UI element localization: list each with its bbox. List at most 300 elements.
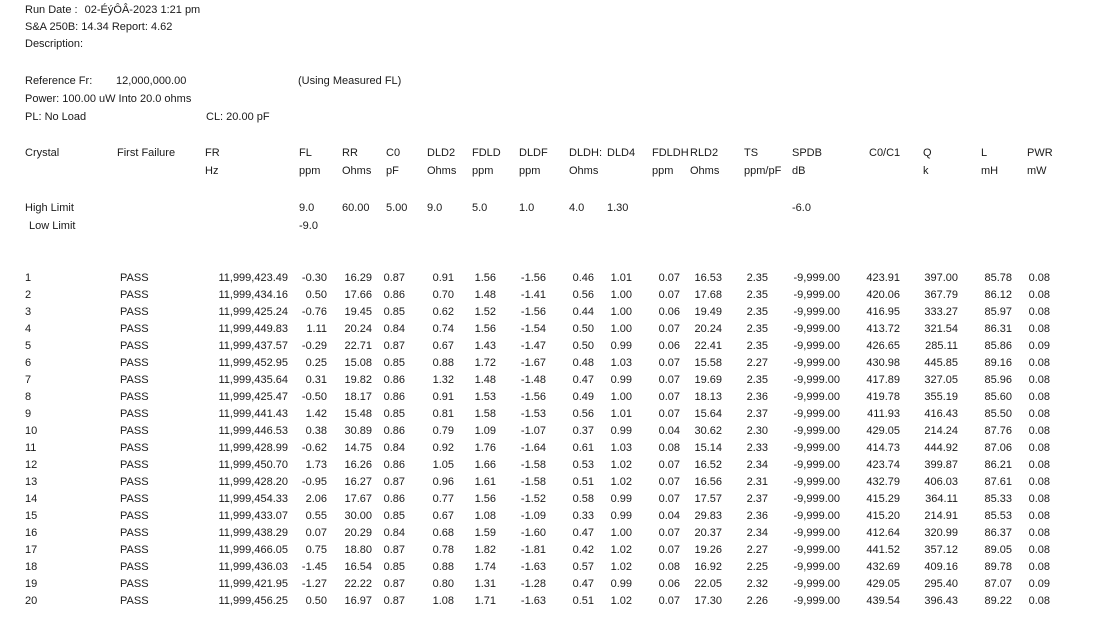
cell-fl: 2.06	[305, 493, 327, 505]
cell-dld2: 1.32	[432, 374, 454, 386]
cell-dld2: 0.88	[432, 357, 454, 369]
cell-crystal: 19	[25, 578, 38, 590]
cell-first-failure: PASS	[120, 459, 149, 471]
cell-l: 86.21	[984, 459, 1012, 471]
cell-q: 214.91	[924, 510, 958, 522]
cell-dldh: 0.58	[572, 493, 594, 505]
cell-c0: 0.87	[383, 544, 405, 556]
cell-c0c1: 415.29	[866, 493, 900, 505]
cell-c0: 0.85	[383, 357, 405, 369]
cell-ts: 2.34	[746, 459, 768, 471]
cell-dldf: -1.63	[520, 561, 546, 573]
cell-first-failure: PASS	[120, 510, 149, 522]
cell-dldh: 0.47	[572, 374, 594, 386]
cell-rr: 18.80	[344, 544, 372, 556]
cell-fdld: 1.09	[474, 425, 496, 437]
cell-dldh: 0.50	[572, 323, 594, 335]
cell-dld2: 1.08	[432, 595, 454, 607]
cell-fr: 11,999,452.95	[218, 357, 288, 369]
cell-rr: 17.66	[344, 289, 372, 301]
cell-fr: 11,999,437.57	[218, 340, 288, 352]
cell-fdld: 1.48	[474, 374, 496, 386]
cell-crystal: 10	[25, 425, 38, 437]
cell-spdb: -9,999.00	[793, 306, 840, 318]
column-unit-dldf: ppm	[519, 165, 541, 177]
cell-fdld: 1.08	[474, 510, 496, 522]
cell-rld2: 17.30	[694, 595, 722, 607]
cell-fdld: 1.71	[474, 595, 496, 607]
cell-l: 85.78	[984, 272, 1012, 284]
cell-dldh: 0.37	[572, 425, 594, 437]
column-unit-dld2: Ohms	[427, 165, 457, 177]
cell-crystal: 16	[25, 527, 38, 539]
cell-l: 87.06	[984, 442, 1012, 454]
cell-c0: 0.87	[383, 578, 405, 590]
cell-dldh: 0.47	[572, 527, 594, 539]
column-header-rld2: RLD2	[690, 147, 719, 159]
cell-dldh: 0.51	[572, 595, 594, 607]
cell-fl: 1.73	[305, 459, 327, 471]
table-row	[22, 576, 1050, 593]
cell-c0c1: 414.73	[866, 442, 900, 454]
cell-c0c1: 415.20	[866, 510, 900, 522]
column-header-first-failure: First Failure	[117, 147, 176, 159]
cell-fdld: 1.56	[474, 493, 496, 505]
cell-dldh: 0.44	[572, 306, 594, 318]
cell-c0: 0.86	[383, 374, 405, 386]
cell-spdb: -9,999.00	[793, 289, 840, 301]
cell-spdb: -9,999.00	[793, 425, 840, 437]
cell-ts: 2.33	[746, 442, 768, 454]
cell-fr: 11,999,441.43	[218, 408, 288, 420]
table-row	[22, 355, 1050, 372]
cell-fl: -0.76	[301, 306, 327, 318]
cell-spdb: -9,999.00	[793, 476, 840, 488]
cell-fdldh: 0.07	[658, 357, 680, 369]
cell-c0: 0.86	[383, 289, 405, 301]
cell-pwr: 0.08	[1028, 391, 1050, 403]
cell-fdldh: 0.07	[658, 476, 680, 488]
cell-c0: 0.87	[383, 340, 405, 352]
cell-fdldh: 0.07	[658, 374, 680, 386]
cell-dldh: 0.46	[572, 272, 594, 284]
cell-fdldh: 0.07	[658, 493, 680, 505]
cell-fr: 11,999,454.33	[218, 493, 288, 505]
cell-dld4: 0.99	[610, 425, 632, 437]
cell-fl: -1.27	[301, 578, 327, 590]
cell-dld2: 0.91	[432, 272, 454, 284]
cell-dld4: 1.00	[610, 323, 632, 335]
cell-spdb: -9,999.00	[793, 442, 840, 454]
cell-spdb: -9,999.00	[793, 510, 840, 522]
cell-dldf: -1.09	[520, 510, 546, 522]
cell-fr: 11,999,435.64	[218, 374, 288, 386]
column-header-fr: FR	[205, 147, 220, 159]
cell-first-failure: PASS	[120, 391, 149, 403]
column-header-fl: FL	[299, 147, 312, 159]
cell-fdld: 1.74	[474, 561, 496, 573]
cell-crystal: 11	[25, 442, 37, 454]
cell-fr: 11,999,450.70	[218, 459, 288, 471]
cell-rld2: 20.37	[694, 527, 722, 539]
cell-ts: 2.35	[746, 340, 768, 352]
cell-pwr: 0.08	[1028, 289, 1050, 301]
cell-dldh: 0.50	[572, 340, 594, 352]
cell-dld4: 0.99	[610, 510, 632, 522]
cell-c0c1: 429.05	[866, 425, 900, 437]
cell-dld4: 1.02	[610, 476, 632, 488]
cell-crystal: 6	[25, 357, 32, 369]
cell-dldh: 0.33	[572, 510, 594, 522]
cell-dld4: 1.03	[610, 442, 632, 454]
cell-spdb: -9,999.00	[793, 272, 840, 284]
cell-rr: 16.26	[344, 459, 372, 471]
cell-spdb: -9,999.00	[793, 374, 840, 386]
cell-dld2: 0.74	[432, 323, 454, 335]
high-limit-dld4: 1.30	[607, 202, 629, 214]
cell-c0: 0.87	[383, 595, 405, 607]
cell-dldf: -1.53	[520, 408, 546, 420]
column-unit-fdldh: ppm	[652, 165, 674, 177]
cell-fr: 11,999,456.25	[218, 595, 288, 607]
cell-crystal: 13	[25, 476, 38, 488]
cell-dld2: 0.62	[432, 306, 454, 318]
cell-rld2: 19.26	[694, 544, 722, 556]
cell-spdb: -9,999.00	[793, 357, 840, 369]
cell-ts: 2.36	[746, 510, 768, 522]
cell-l: 87.07	[984, 578, 1012, 590]
cell-q: 320.99	[924, 527, 958, 539]
column-header-c0c1: C0/C1	[869, 147, 901, 159]
cell-dld2: 0.96	[432, 476, 454, 488]
cell-dldf: -1.41	[520, 289, 546, 301]
cell-dldh: 0.61	[572, 442, 594, 454]
cell-pwr: 0.08	[1028, 374, 1050, 386]
cell-rld2: 22.05	[694, 578, 722, 590]
cell-rld2: 16.92	[694, 561, 722, 573]
cell-ts: 2.32	[746, 578, 768, 590]
cell-fdld: 1.53	[474, 391, 496, 403]
column-header-l: L	[981, 147, 988, 159]
run-date-line	[25, 4, 200, 17]
cell-spdb: -9,999.00	[793, 323, 840, 335]
cell-rr: 30.89	[344, 425, 372, 437]
cell-fdldh: 0.07	[658, 544, 680, 556]
cell-dld4: 1.01	[610, 408, 632, 420]
cell-first-failure: PASS	[120, 544, 149, 556]
cell-rr: 19.45	[344, 306, 372, 318]
cell-rr: 15.48	[344, 408, 372, 420]
cell-fdldh: 0.07	[658, 323, 680, 335]
column-unit-c0: pF	[386, 165, 399, 177]
cell-fdldh: 0.06	[658, 578, 680, 590]
high-limit-dldf: 1.0	[519, 202, 535, 214]
cell-c0c1: 432.69	[866, 561, 900, 573]
cell-dld4: 1.00	[610, 527, 632, 539]
cell-l: 86.37	[984, 527, 1012, 539]
cell-crystal: 14	[25, 493, 38, 505]
cell-pwr: 0.08	[1028, 527, 1050, 539]
cell-rr: 14.75	[344, 442, 372, 454]
cell-dld4: 1.00	[610, 391, 632, 403]
cell-rld2: 17.68	[694, 289, 722, 301]
cell-c0: 0.85	[383, 510, 405, 522]
column-header-fdldh: FDLDH	[652, 147, 689, 159]
cell-dld4: 1.02	[610, 595, 632, 607]
run-date-value: 02-ÉýÔÂ-2023 1:21 pm	[84, 4, 201, 16]
cell-q: 327.05	[924, 374, 958, 386]
table-row	[22, 389, 1050, 406]
cell-fr: 11,999,446.53	[218, 425, 288, 437]
cell-ts: 2.27	[746, 357, 768, 369]
cell-ts: 2.35	[746, 272, 768, 284]
cell-pwr: 0.08	[1028, 442, 1050, 454]
cell-first-failure: PASS	[120, 425, 149, 437]
cell-fr: 11,999,423.49	[218, 272, 288, 284]
column-header-q: Q	[923, 147, 932, 159]
cell-fl: 0.50	[305, 289, 327, 301]
cell-first-failure: PASS	[120, 578, 149, 590]
column-header-c0: C0	[386, 147, 401, 159]
cell-fdldh: 0.08	[658, 561, 680, 573]
cell-fr: 11,999,434.16	[218, 289, 288, 301]
cell-rld2: 15.58	[694, 357, 722, 369]
cell-rld2: 16.56	[694, 476, 722, 488]
cell-pwr: 0.08	[1028, 272, 1050, 284]
cell-dld2: 1.05	[432, 459, 454, 471]
cell-dld2: 0.77	[432, 493, 454, 505]
cell-q: 445.85	[924, 357, 958, 369]
measured-fl-note: (Using Measured FL)	[298, 75, 402, 87]
cell-dldf: -1.60	[520, 527, 546, 539]
cell-rr: 16.29	[344, 272, 372, 284]
cell-rr: 18.17	[344, 391, 372, 403]
cell-rr: 16.97	[344, 595, 372, 607]
cell-crystal: 8	[25, 391, 32, 403]
cell-fr: 11,999,438.29	[218, 527, 288, 539]
cell-crystal: 17	[25, 544, 38, 556]
cell-crystal: 20	[25, 595, 38, 607]
cell-dldf: -1.48	[520, 374, 546, 386]
cell-fdldh: 0.07	[658, 272, 680, 284]
cell-first-failure: PASS	[120, 340, 149, 352]
column-unit-pwr: mW	[1027, 165, 1047, 177]
cell-c0c1: 419.78	[866, 391, 900, 403]
cell-fl: 0.50	[305, 595, 327, 607]
high-limit-c0: 5.00	[386, 202, 408, 214]
column-header-fdld: FDLD	[472, 147, 501, 159]
column-header-spdb: SPDB	[792, 147, 822, 159]
cell-c0: 0.84	[383, 442, 405, 454]
cell-dld4: 1.02	[610, 544, 632, 556]
cell-first-failure: PASS	[120, 323, 149, 335]
cell-dldh: 0.48	[572, 357, 594, 369]
cell-c0c1: 441.52	[866, 544, 900, 556]
cell-rld2: 19.69	[694, 374, 722, 386]
cell-ts: 2.31	[746, 476, 768, 488]
cell-l: 85.96	[984, 374, 1012, 386]
column-header-dldh: DLDH:	[569, 147, 603, 159]
cell-dldf: -1.56	[520, 306, 546, 318]
cell-dldf: -1.28	[520, 578, 546, 590]
table-row	[22, 593, 1050, 610]
cell-c0c1: 426.65	[866, 340, 900, 352]
cell-dldf: -1.58	[520, 459, 546, 471]
table-row	[22, 525, 1050, 542]
table-row	[22, 559, 1050, 576]
cell-ts: 2.34	[746, 527, 768, 539]
cell-fl: -0.62	[301, 442, 327, 454]
cell-pwr: 0.08	[1028, 408, 1050, 420]
cell-rld2: 19.49	[694, 306, 722, 318]
high-limit-dldh: 4.0	[569, 202, 585, 214]
cell-c0c1: 430.98	[866, 357, 900, 369]
cell-q: 406.03	[924, 476, 958, 488]
cell-rr: 16.27	[344, 476, 372, 488]
cell-q: 357.12	[924, 544, 958, 556]
cell-pwr: 0.09	[1028, 340, 1050, 352]
cell-pwr: 0.08	[1028, 459, 1050, 471]
cell-c0c1: 420.06	[866, 289, 900, 301]
cell-fl: 0.38	[305, 425, 327, 437]
cell-c0c1: 423.74	[866, 459, 900, 471]
cell-spdb: -9,999.00	[793, 561, 840, 573]
cell-dld4: 0.99	[610, 578, 632, 590]
cell-rr: 15.08	[344, 357, 372, 369]
cell-dld4: 1.02	[610, 459, 632, 471]
cell-dld2: 0.67	[432, 340, 454, 352]
cell-q: 285.11	[925, 340, 958, 352]
table-row	[22, 508, 1050, 525]
cell-crystal: 18	[25, 561, 38, 573]
cell-dld4: 1.01	[610, 272, 632, 284]
cell-first-failure: PASS	[120, 561, 149, 573]
table-row	[22, 372, 1050, 389]
high-limit-dld2: 9.0	[427, 202, 443, 214]
cell-fr: 11,999,425.47	[218, 391, 288, 403]
cell-pwr: 0.08	[1028, 493, 1050, 505]
column-header-crystal: Crystal	[25, 147, 60, 159]
cell-fr: 11,999,436.03	[218, 561, 288, 573]
cell-fl: 0.31	[305, 374, 327, 386]
system-line: S&A 250B: 14.34 Report: 4.62	[25, 21, 173, 33]
table-row	[22, 474, 1050, 491]
cell-fdld: 1.59	[474, 527, 496, 539]
cell-ts: 2.30	[746, 425, 768, 437]
cell-c0: 0.86	[383, 425, 405, 437]
cell-dld2: 0.79	[432, 425, 454, 437]
cell-dldh: 0.47	[572, 578, 594, 590]
cell-ts: 2.26	[746, 595, 768, 607]
high-limit-label: High Limit	[25, 202, 74, 214]
cell-q: 416.43	[924, 408, 958, 420]
cell-q: 397.00	[924, 272, 958, 284]
cell-pwr: 0.08	[1028, 425, 1050, 437]
cell-pwr: 0.08	[1028, 544, 1050, 556]
cell-dldf: -1.52	[520, 493, 546, 505]
cell-fl: 0.25	[305, 357, 327, 369]
column-unit-rr: Ohms	[342, 165, 372, 177]
run-date-label: Run Date :	[25, 4, 78, 16]
cell-fl: 0.75	[305, 544, 327, 556]
cell-ts: 2.27	[746, 544, 768, 556]
cell-c0: 0.87	[383, 476, 405, 488]
cell-ts: 2.25	[746, 561, 768, 573]
column-header-rr: RR	[342, 147, 358, 159]
cell-c0: 0.84	[383, 527, 405, 539]
column-header-dld2: DLD2	[427, 147, 456, 159]
cell-first-failure: PASS	[120, 527, 149, 539]
cell-rr: 30.00	[344, 510, 372, 522]
cell-c0c1: 411.93	[867, 408, 900, 420]
cell-c0c1: 412.64	[866, 527, 900, 539]
cell-first-failure: PASS	[120, 374, 149, 386]
cell-q: 355.19	[924, 391, 958, 403]
cell-dld4: 0.99	[610, 493, 632, 505]
cell-q: 444.92	[924, 442, 958, 454]
cell-rld2: 16.52	[694, 459, 722, 471]
cell-c0: 0.86	[383, 391, 405, 403]
cell-dldf: -1.56	[520, 391, 546, 403]
column-unit-dldh: Ohms	[569, 165, 599, 177]
cell-fdld: 1.66	[474, 459, 496, 471]
cell-fdldh: 0.04	[658, 425, 680, 437]
cell-ts: 2.35	[746, 306, 768, 318]
cell-fdldh: 0.08	[658, 442, 680, 454]
column-header-ts: TS	[744, 147, 759, 159]
low-limit-label: Low Limit	[29, 220, 76, 232]
column-unit-rld2: Ohms	[690, 165, 720, 177]
cell-ts: 2.35	[746, 323, 768, 335]
cell-spdb: -9,999.00	[793, 340, 840, 352]
cell-first-failure: PASS	[120, 493, 149, 505]
cell-dldf: -1.64	[520, 442, 546, 454]
high-limit-fdld: 5.0	[472, 202, 488, 214]
cell-dld2: 0.68	[432, 527, 454, 539]
cell-c0c1: 423.91	[866, 272, 900, 284]
cell-dld2: 0.91	[432, 391, 454, 403]
column-unit-q: k	[923, 165, 929, 177]
cell-ts: 2.37	[746, 493, 768, 505]
cell-dldf: -1.67	[520, 357, 546, 369]
cell-l: 85.60	[984, 391, 1012, 403]
cell-dldh: 0.53	[572, 459, 594, 471]
cell-fdld: 1.31	[474, 578, 496, 590]
cell-q: 409.16	[924, 561, 958, 573]
cell-fdldh: 0.04	[658, 510, 680, 522]
cell-q: 333.27	[924, 306, 958, 318]
cell-fl: 0.55	[305, 510, 327, 522]
cell-c0: 0.86	[383, 459, 405, 471]
cell-dld2: 0.70	[432, 289, 454, 301]
cell-fr: 11,999,449.83	[218, 323, 288, 335]
table-row	[22, 406, 1050, 423]
cell-l: 85.53	[984, 510, 1012, 522]
cell-first-failure: PASS	[120, 408, 149, 420]
column-unit-fr: Hz	[205, 165, 219, 177]
cell-fdld: 1.56	[474, 323, 496, 335]
cell-l: 87.61	[984, 476, 1012, 488]
cell-dldh: 0.49	[572, 391, 594, 403]
cell-c0: 0.86	[383, 493, 405, 505]
low-limit-fl: -9.0	[299, 220, 318, 232]
cell-fdld: 1.48	[474, 289, 496, 301]
cell-c0c1: 429.05	[866, 578, 900, 590]
cell-rld2: 15.14	[694, 442, 722, 454]
cell-c0: 0.85	[383, 408, 405, 420]
cell-dldf: -1.63	[520, 595, 546, 607]
cell-rr: 20.24	[344, 323, 372, 335]
